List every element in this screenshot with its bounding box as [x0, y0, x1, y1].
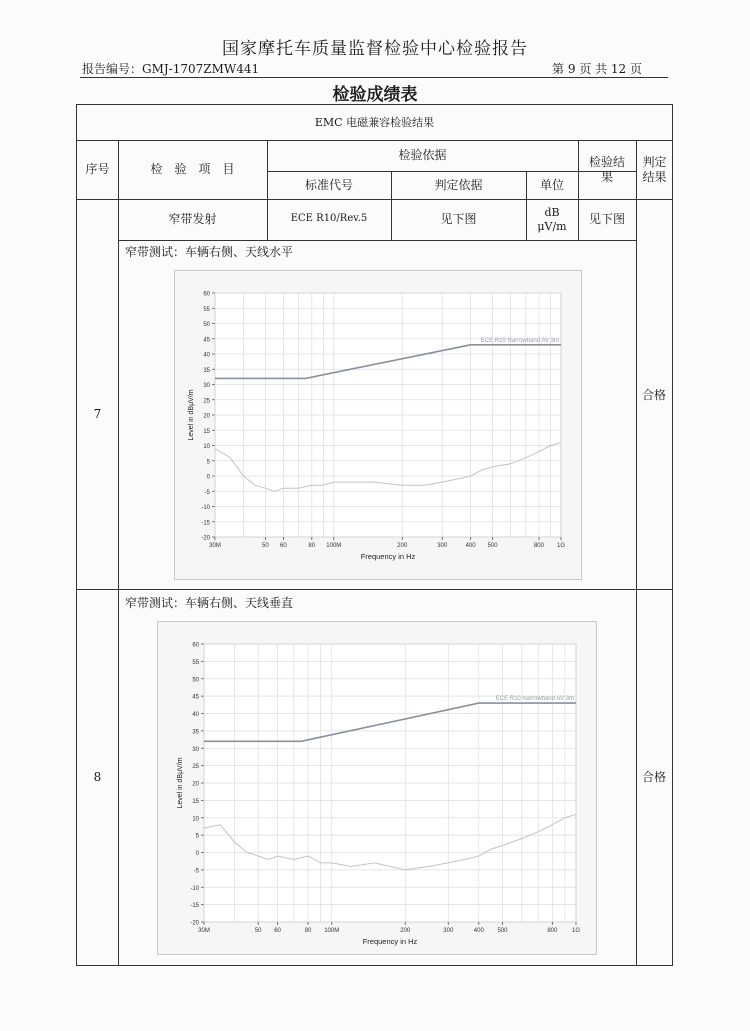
x-tick-label: 200 — [397, 543, 408, 549]
x-tick-label: 800 — [547, 928, 558, 934]
y-axis-label: Level in dBμV/m — [177, 757, 184, 809]
y-tick-label: -20 — [190, 920, 199, 927]
seq-8: 8 — [93, 769, 102, 784]
y-tick-label: 55 — [192, 659, 199, 666]
unit-bottom: μV/m — [537, 219, 567, 233]
seq-7: 7 — [93, 407, 102, 421]
y-tick-label: 5 — [206, 459, 210, 466]
chart-7-svg — [175, 271, 581, 579]
chart-7 — [174, 270, 582, 580]
y-tick-label: 35 — [203, 367, 210, 374]
y-tick-label: 20 — [192, 781, 199, 788]
x-tick-label: 200 — [400, 928, 411, 934]
row-rule — [77, 589, 672, 590]
x-tick-label: 50 — [262, 543, 269, 549]
chart-8 — [157, 621, 597, 955]
caption-8: 窄带测试：车辆右侧、天线垂直 — [125, 596, 294, 610]
verdict-8: 合格 — [641, 769, 666, 784]
result-value: 见下图 — [588, 212, 625, 226]
y-tick-label: 30 — [192, 746, 199, 753]
x-tick-label: 60 — [280, 543, 287, 549]
y-tick-label: 25 — [203, 398, 210, 405]
x-tick-label: 500 — [497, 928, 508, 934]
x-tick-label: 1G — [571, 928, 581, 934]
y-tick-label: 40 — [192, 712, 199, 718]
y-tick-label: 35 — [192, 729, 199, 736]
x-tick-label: 300 — [443, 928, 454, 934]
x-tick-label: 30M — [198, 928, 210, 934]
y-tick-label: -10 — [201, 505, 210, 511]
std-code-value: ECE R10/Rev.5 — [290, 213, 368, 225]
col-header-item: 检 验 项 目 — [150, 162, 235, 176]
page-info: 第 9 页 共 12 页 — [552, 62, 642, 76]
x-tick-label: 1G — [556, 543, 566, 549]
y-tick-label: -5 — [193, 868, 199, 875]
y-tick-label: 50 — [192, 677, 199, 684]
results-table — [76, 104, 673, 966]
section-title: EMC 电磁兼容检验结果 — [314, 115, 435, 129]
y-tick-label: 30 — [203, 383, 210, 389]
unit-top: dB — [544, 205, 560, 219]
y-tick-label: 25 — [192, 764, 199, 771]
x-tick-label: 500 — [487, 543, 498, 549]
x-axis-label: Frequency in Hz — [362, 937, 418, 946]
y-tick-label: 10 — [203, 444, 210, 450]
x-tick-label: 400 — [465, 543, 476, 549]
x-tick-label: 50 — [254, 928, 262, 934]
x-tick-label: 80 — [308, 543, 316, 549]
y-tick-label: 15 — [203, 428, 210, 435]
y-tick-label: 0 — [206, 474, 210, 481]
x-tick-label: 400 — [473, 928, 484, 934]
col-header-criteria: 判定依据 — [434, 177, 483, 192]
y-tick-label: 5 — [195, 833, 199, 840]
y-tick-label: 60 — [192, 642, 199, 649]
series-label: ECE R10 Narrowband AV 3m — [495, 696, 574, 703]
chart-8-svg — [158, 622, 596, 954]
col-header-std-code: 标准代号 — [304, 177, 353, 192]
x-tick-label: 800 — [533, 543, 544, 549]
y-tick-label: 50 — [203, 322, 210, 328]
report-title: 国家摩托车质量监督检验中心检验报告 — [222, 39, 528, 59]
x-tick-label: 300 — [437, 543, 448, 549]
y-tick-label: -15 — [190, 903, 199, 910]
x-tick-label: 100M — [324, 928, 340, 934]
y-tick-label: 40 — [203, 352, 210, 359]
unit-value — [526, 199, 578, 240]
y-tick-label: 10 — [192, 816, 199, 823]
col-header-result: 检验结果 — [588, 154, 625, 184]
y-tick-label: 20 — [203, 413, 210, 420]
x-tick-label: 80 — [304, 928, 312, 934]
col-header-verdict: 判定结果 — [642, 154, 667, 184]
y-axis-label: Level in dBμV/m — [188, 389, 195, 441]
y-tick-label: -20 — [201, 535, 210, 542]
col-header-seq: 序号 — [85, 162, 110, 176]
x-axis-label: Frequency in Hz — [360, 552, 416, 561]
col-header-unit: 单位 — [539, 177, 564, 192]
y-tick-label: 60 — [203, 291, 210, 298]
row-rule — [118, 240, 636, 241]
report-number: 报告编号：GMJ-1707ZMW441 — [82, 62, 260, 76]
y-tick-label: 55 — [203, 306, 210, 313]
x-tick-label: 100M — [326, 543, 342, 549]
series-label: ECE R10 Narrowband AV 3m — [480, 337, 559, 344]
y-tick-label: 15 — [192, 798, 199, 805]
y-tick-label: -10 — [190, 885, 199, 892]
verdict-7: 合格 — [641, 387, 666, 402]
table-title: 检验成绩表 — [332, 85, 418, 105]
header-rule — [80, 77, 668, 78]
col-header-basis: 检验依据 — [398, 148, 447, 162]
x-tick-label: 30M — [209, 543, 221, 549]
criteria-value: 见下图 — [440, 212, 477, 226]
y-tick-label: 0 — [195, 851, 199, 857]
x-tick-label: 60 — [274, 928, 281, 934]
col-rule — [118, 140, 119, 965]
y-tick-label: 45 — [203, 337, 210, 344]
y-tick-label: -15 — [201, 520, 210, 527]
y-tick-label: 45 — [192, 694, 199, 701]
caption-7: 窄带测试：车辆右侧、天线水平 — [125, 245, 294, 259]
item-name: 窄带发射 — [168, 212, 217, 226]
y-tick-label: -5 — [204, 489, 210, 496]
